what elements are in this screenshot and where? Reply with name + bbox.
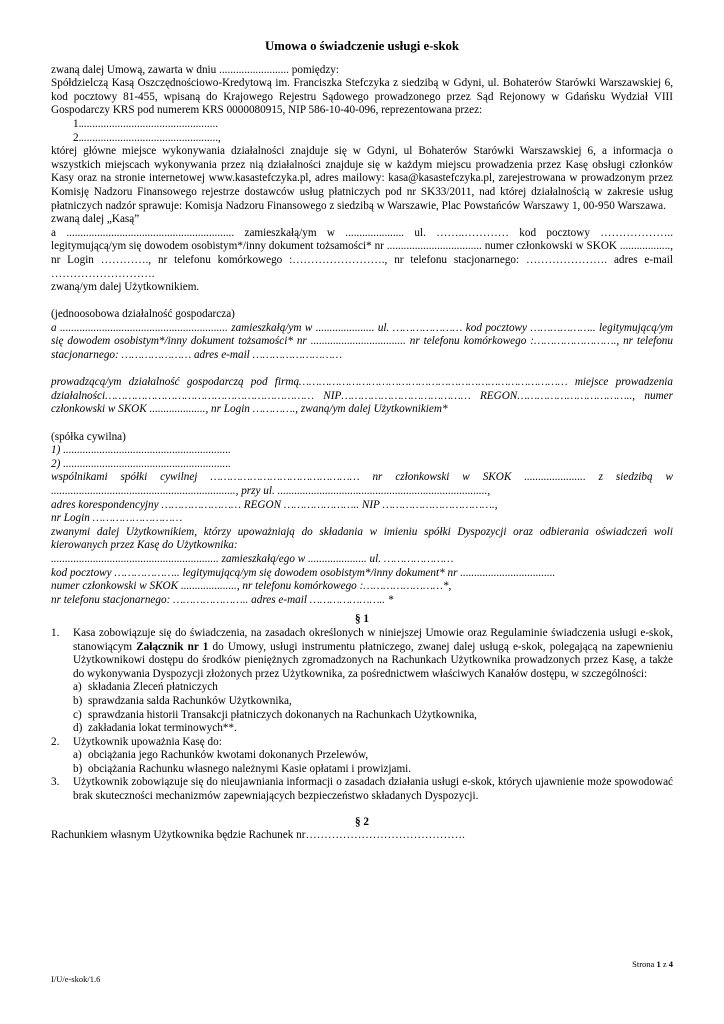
civil-rep-line-2: kod pocztowy ……………….. legitymującą/ym się dowodem osobistym*/inny dokument* nr .................................. (51, 566, 556, 579)
civil-partnership-block: wspólnikami spółki cywilnej ……………………………………… nr członkowski w SKOK ...................... z siedzibą w .................................................................., przy ul. ..........................................................................., (51, 471, 673, 497)
representative-1: 1. ................................................. (73, 117, 219, 130)
section-1-item-2: 2. Użytkownik upoważnia Kasę do: (51, 735, 222, 748)
civil-partnership-header: (spółka cywilna) (51, 430, 126, 443)
page-number: Strona 1 z 4 (632, 959, 673, 969)
civil-rep-line-4: nr telefonu stacjonarnego: ………………….. adres e-mail ………………….. * (51, 593, 394, 606)
section-1-item-1-d: d) zakładania lokat terminowych**. (73, 722, 237, 735)
intro-kasa-description: Spółdzielczą Kasą Oszczędnościowo-Kredytową im. Franciszka Stefczyka z siedzibą w Gdyni, ul. Bohaterów Starówki Warszawskiej 6, kod pocztowy 81-455, wpisaną do Krajowego Rejestru Sądowego prowadzonego przez Sąd Rejonowy w Gdańsku Wydział VIII Gospodarczy KRS pod numerem KRS 0000080915, NIP 586-10-40-096, reprezentowana przez: (51, 77, 673, 117)
attachment-ref: Załącznik nr 1 (136, 640, 209, 653)
representative-2: 2. ................................................., (73, 131, 221, 144)
section-2-header: § 2 (355, 815, 369, 828)
civil-rep-line-1: ............................................................ zamieszkałą/ego w ..................... ul. ………………… (51, 552, 454, 565)
document-title: Umowa o świadczenie usługi e-skok (264, 39, 460, 53)
section-1-item-1-c: c) sprawdzania historii Transakcji płatniczych dokonanych na Rachunkach Użytkownika, (73, 708, 477, 721)
civil-login-line: nr Login ……………………… (51, 512, 183, 525)
section-1-item-3: 3. Użytkownik zobowiązuje się do nieujawniania informacji o zasadach działania usługi e-skok, których ujawnienie może spowodować brak skuteczności mechanizmów zapewniających bezpieczeństwo składanych Dyspozycji. (51, 776, 673, 803)
civil-rep-line-3: numer członkowski w SKOK ...................., nr telefonu komórkowego :……………………*, (51, 580, 452, 593)
document-code: I/U/e-skok/1.6 (51, 974, 101, 984)
civil-address-line: adres korespondencyjny …………………… REGON ………………….. NIP ……………………………., (51, 498, 498, 511)
user-details-block: a ............................................................ zamieszkałą/ym w ..................... ul. ……..………… kod pocztowy ……………….. legitymującą/ym się dowodem osobistym*/inny dokument tożsamości* nr .................................. numer członkowski w SKOK .................., nr Login …………., nr telefonu komórkowego :……………………., nr telefonu stacjonarnego: …………………. adres e-mail ………………………. (51, 226, 673, 280)
user-called: zwaną/ym dalej Użytkownikiem. (51, 281, 200, 294)
civil-partner-2: 2) ............................................................ (51, 457, 231, 470)
kasa-details: której główne miejsce wykonywania działalności znajduje się w Gdyni, ul Bohaterów Starówki Warszawskiej 6, a informacja o wszystkich miejscach wykonywania przez nią działalności znajduje się w każdym miejscu prowadzenia przez Kasę obsługi członków Kasy oraz na stronie internetowej www.kasastefczyka.pl, adres mailowy: kasa@kasastefczyka.pl, zarejestrowana w prowadzonym przez Komisję Nadzoru Finansowego rejestrze dostawców usług płatniczych pod nr SK33/2011, nad której działalnością w zakresie usług płatniczych nadzór sprawuje: Komisja Nadzoru Finansowego z siedzibą w Warszawie, Plac Powstańców Warszawy 1, 00-950 Warszawa. (51, 145, 673, 212)
section-1-item-2-b: b) obciążania Rachunku własnego należnymi Kasie opłatami i prowizjami. (73, 762, 412, 775)
civil-partner-1: 1) ............................................................ (51, 444, 231, 457)
section-1-header: § 1 (355, 613, 369, 626)
civil-authorization-text: zwanymi dalej Użytkownikiem, którzy upoważniają do składania w imieniu spółki Dyspozycji oraz odbierania oświadczeń woli kierowanych przez Kasę do Użytkownika: (51, 525, 673, 552)
section-2-text: Rachunkiem własnym Użytkownika będzie Rachunek nr……………………………………. (51, 829, 465, 842)
section-1-item-1: 1. Kasa zobowiązuje się do świadczenia, na zasadach określonych w niniejszej Umowie oraz Regulaminie świadczenia usługi e-skok, stanowiącym Załącznik nr 1 do Umowy, usługi instrumentu płatniczego, zwanej dalej usługą e-skok, polegającą na zapewnieniu Użytkownikowi dostępu do środków pieniężnych zgromadzonych na Rachunkach Użytkownika prowadzonych przez Kasę, a także do wykonywania Dyspozycji złożonych przez Użytkownika, za pośrednictwem właściwych Kanałów dostępu, w szczególności: (51, 626, 673, 680)
section-1-item-1-a: a) składania Zleceń płatniczych (73, 681, 218, 694)
kasa-called: zwaną dalej „Kasą” (51, 213, 140, 226)
section-1-item-1-b: b) sprawdzania salda Rachunków Użytkownika, (73, 694, 292, 707)
sole-proprietorship-block: a ............................................................ zamieszkałą/ym w ..................... ul. ………………… kod pocztowy ……………….. legitymującą/ym się dowodem osobistym*/inny dokument tożsamości* nr .................................. nr telefonu komórkowego :……………………., nr telefonu stacjonarnego: ………………… adres e-mail ……………………… (51, 321, 673, 362)
sole-proprietorship-header: (jednoosobowa działalność gospodarcza) (51, 308, 235, 321)
sole-proprietorship-business-block: prowadzącą/ym działalność gospodarczą pod firmą……………………………………………………………………… miejsce prowadzenia działalności……………………………………………………… NIP………………………………… REGON…………………………….., numer członkowski w SKOK ...................., nr Login …………., zwaną/ym dalej Użytkownikiem* (51, 376, 673, 416)
intro-date-line: zwaną dalej Umową, zawarta w dniu ......................... pomiędzy: (51, 63, 339, 76)
section-1-item-2-a: a) obciążania jego Rachunków kwotami dokonanych Przelewów, (73, 749, 369, 762)
